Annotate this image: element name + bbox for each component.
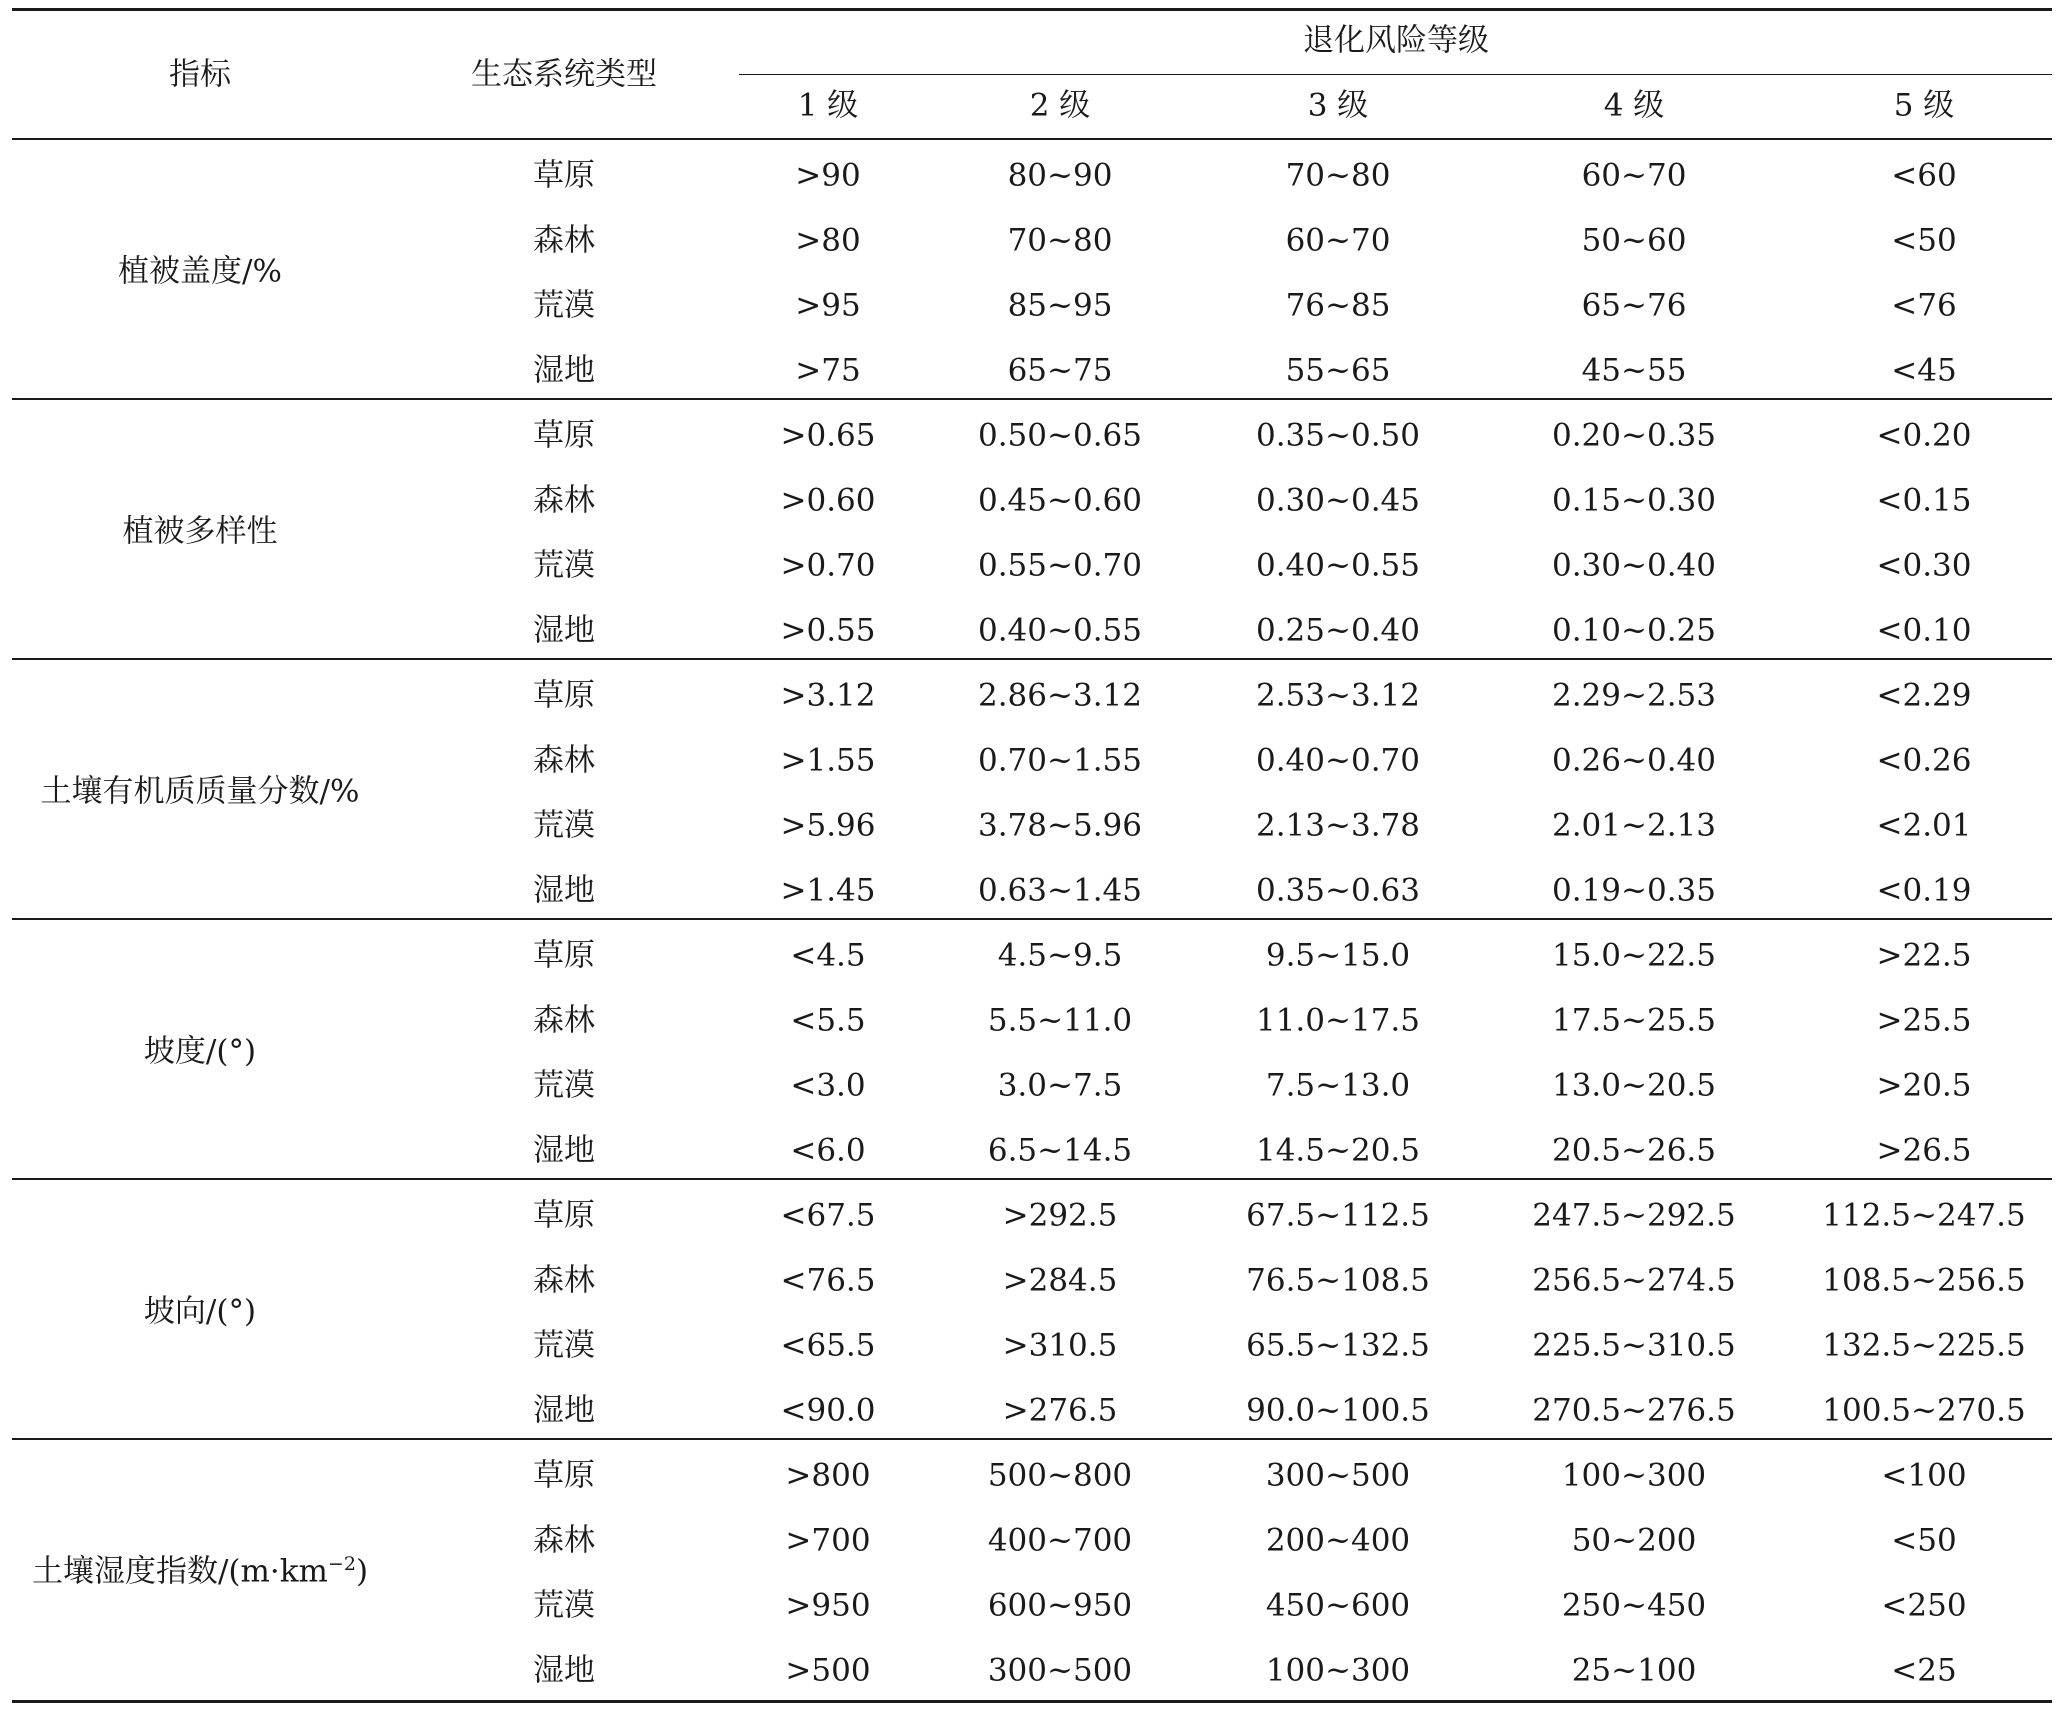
risk-value-cell: >75 xyxy=(795,352,861,388)
header-bottom-rule xyxy=(12,138,2052,140)
ecosystem-type-cell: 森林 xyxy=(533,1262,595,1298)
risk-level-group-header: 退化风险等级 xyxy=(1303,22,1489,59)
ecosystem-type-cell: 草原 xyxy=(533,677,595,713)
risk-value-cell: >292.5 xyxy=(1002,1197,1118,1233)
risk-value-cell: <90.0 xyxy=(780,1392,876,1428)
risk-value-cell: >1.45 xyxy=(780,872,876,908)
risk-value-cell: 100.5~270.5 xyxy=(1822,1392,2026,1428)
risk-value-cell: 0.19~0.35 xyxy=(1551,872,1717,908)
risk-value-cell: <76.5 xyxy=(780,1262,876,1298)
risk-value-cell: 70~80 xyxy=(1007,222,1113,258)
ecosystem-type-cell: 森林 xyxy=(533,222,595,258)
risk-value-cell: 15.0~22.5 xyxy=(1551,937,1717,973)
risk-value-cell: 450~600 xyxy=(1265,1587,1411,1623)
risk-value-cell: 9.5~15.0 xyxy=(1265,937,1411,973)
risk-value-cell: >80 xyxy=(795,222,861,258)
ecosystem-type-cell: 草原 xyxy=(533,157,595,193)
risk-value-cell: <45 xyxy=(1891,352,1957,388)
risk-value-cell: 50~60 xyxy=(1581,222,1687,258)
ecosystem-type-cell: 湿地 xyxy=(533,1392,595,1428)
risk-value-cell: 2.53~3.12 xyxy=(1255,677,1421,713)
risk-value-cell: 400~700 xyxy=(987,1522,1133,1558)
risk-value-cell: 3.0~7.5 xyxy=(997,1067,1123,1103)
group-divider-rule xyxy=(12,658,2052,660)
risk-value-cell: 2.86~3.12 xyxy=(977,677,1143,713)
risk-value-cell: >310.5 xyxy=(1002,1327,1118,1363)
risk-level-header-1: 1 级 xyxy=(797,87,859,124)
ecosystem-type-cell: 草原 xyxy=(533,1457,595,1493)
risk-value-cell: 108.5~256.5 xyxy=(1822,1262,2026,1298)
group-divider-rule xyxy=(12,918,2052,920)
risk-value-cell: <0.19 xyxy=(1876,872,1972,908)
risk-value-cell: 25~100 xyxy=(1571,1652,1697,1688)
risk-value-cell: <0.30 xyxy=(1876,547,1972,583)
risk-value-cell: 60~70 xyxy=(1285,222,1391,258)
risk-level-header-4: 4 级 xyxy=(1603,87,1665,124)
risk-value-cell: 11.0~17.5 xyxy=(1255,1002,1421,1038)
risk-value-cell: 132.5~225.5 xyxy=(1822,1327,2026,1363)
risk-value-cell: >0.65 xyxy=(780,417,876,453)
risk-value-cell: 100~300 xyxy=(1561,1457,1707,1493)
risk-value-cell: <4.5 xyxy=(790,937,866,973)
risk-value-cell: <250 xyxy=(1881,1587,1967,1623)
risk-value-cell: 50~200 xyxy=(1571,1522,1697,1558)
risk-value-cell: 0.35~0.50 xyxy=(1255,417,1421,453)
risk-value-cell: 80~90 xyxy=(1007,157,1113,193)
risk-value-cell: 45~55 xyxy=(1581,352,1687,388)
risk-value-cell: >0.55 xyxy=(780,612,876,648)
risk-value-cell: 14.5~20.5 xyxy=(1255,1132,1421,1168)
risk-value-cell: 0.63~1.45 xyxy=(977,872,1143,908)
risk-value-cell: <50 xyxy=(1891,222,1957,258)
risk-value-cell: <65.5 xyxy=(780,1327,876,1363)
risk-value-cell: >276.5 xyxy=(1002,1392,1118,1428)
risk-value-cell: 0.30~0.45 xyxy=(1255,482,1421,518)
ecosystem-type-cell: 湿地 xyxy=(533,612,595,648)
indicator-cell: 土壤有机质质量分数/% xyxy=(40,773,360,810)
risk-value-cell: 0.50~0.65 xyxy=(977,417,1143,453)
indicator-cell: 植被盖度/% xyxy=(118,253,282,290)
ecosystem-type-cell: 荒漠 xyxy=(533,807,595,843)
risk-value-cell: 200~400 xyxy=(1265,1522,1411,1558)
group-divider-rule xyxy=(12,1438,2052,1440)
risk-value-cell: >5.96 xyxy=(780,807,876,843)
ecosystem-type-cell: 湿地 xyxy=(533,352,595,388)
risk-value-cell: 20.5~26.5 xyxy=(1551,1132,1717,1168)
ecosystem-type-header: 生态系统类型 xyxy=(471,56,657,93)
risk-value-cell: 65~75 xyxy=(1007,352,1113,388)
risk-value-cell: 0.55~0.70 xyxy=(977,547,1143,583)
risk-value-cell: <76 xyxy=(1891,287,1957,323)
risk-value-cell: 2.13~3.78 xyxy=(1255,807,1421,843)
risk-value-cell: >3.12 xyxy=(780,677,876,713)
ecosystem-type-cell: 荒漠 xyxy=(533,287,595,323)
risk-value-cell: 0.40~0.55 xyxy=(1255,547,1421,583)
risk-value-cell: >0.60 xyxy=(780,482,876,518)
risk-value-cell: >500 xyxy=(785,1652,871,1688)
risk-value-cell: 100~300 xyxy=(1265,1652,1411,1688)
risk-value-cell: >1.55 xyxy=(780,742,876,778)
risk-value-cell: 85~95 xyxy=(1007,287,1113,323)
indicator-cell: 坡度/(°) xyxy=(143,1033,257,1070)
ecosystem-type-cell: 荒漠 xyxy=(533,1587,595,1623)
indicator-cell: 坡向/(°) xyxy=(143,1293,257,1330)
risk-value-cell: >0.70 xyxy=(780,547,876,583)
risk-value-cell: 60~70 xyxy=(1581,157,1687,193)
risk-value-cell: 4.5~9.5 xyxy=(997,937,1123,973)
risk-value-cell: >800 xyxy=(785,1457,871,1493)
risk-value-cell: 17.5~25.5 xyxy=(1551,1002,1717,1038)
risk-value-cell: >284.5 xyxy=(1002,1262,1118,1298)
risk-value-cell: 0.40~0.70 xyxy=(1255,742,1421,778)
risk-value-cell: 225.5~310.5 xyxy=(1532,1327,1736,1363)
risk-value-cell: 65.5~132.5 xyxy=(1246,1327,1430,1363)
risk-value-cell: <2.01 xyxy=(1876,807,1972,843)
risk-value-cell: 2.29~2.53 xyxy=(1551,677,1717,713)
risk-value-cell: 0.15~0.30 xyxy=(1551,482,1717,518)
top-rule xyxy=(12,8,2052,11)
risk-value-cell: 247.5~292.5 xyxy=(1532,1197,1736,1233)
ecosystem-type-cell: 草原 xyxy=(533,417,595,453)
risk-value-cell: 500~800 xyxy=(987,1457,1133,1493)
ecosystem-type-cell: 湿地 xyxy=(533,1132,595,1168)
ecosystem-type-cell: 荒漠 xyxy=(533,1067,595,1103)
risk-value-cell: 250~450 xyxy=(1561,1587,1707,1623)
risk-value-cell: 76~85 xyxy=(1285,287,1391,323)
risk-value-cell: <6.0 xyxy=(790,1132,866,1168)
risk-value-cell: <67.5 xyxy=(780,1197,876,1233)
risk-value-cell: 0.10~0.25 xyxy=(1551,612,1717,648)
risk-value-cell: 0.30~0.40 xyxy=(1551,547,1717,583)
ecosystem-type-cell: 森林 xyxy=(533,1522,595,1558)
ecosystem-type-cell: 森林 xyxy=(533,742,595,778)
risk-value-cell: >950 xyxy=(785,1587,871,1623)
risk-value-cell: 67.5~112.5 xyxy=(1246,1197,1430,1233)
risk-value-cell: 7.5~13.0 xyxy=(1265,1067,1411,1103)
risk-value-cell: 300~500 xyxy=(1265,1457,1411,1493)
risk-value-cell: 76.5~108.5 xyxy=(1246,1262,1430,1298)
group-divider-rule xyxy=(12,1178,2052,1180)
risk-value-cell: 0.70~1.55 xyxy=(977,742,1143,778)
risk-value-cell: >25.5 xyxy=(1876,1002,1972,1038)
risk-value-cell: 0.35~0.63 xyxy=(1255,872,1421,908)
risk-value-cell: 0.25~0.40 xyxy=(1255,612,1421,648)
risk-value-cell: 65~76 xyxy=(1581,287,1687,323)
unit-exponent: −2 xyxy=(327,1553,356,1576)
risk-value-cell: 70~80 xyxy=(1285,157,1391,193)
risk-value-cell: >700 xyxy=(785,1522,871,1558)
risk-value-cell: >26.5 xyxy=(1876,1132,1972,1168)
risk-value-cell: >90 xyxy=(795,157,861,193)
indicator-cell: 土壤湿度指数$/(m\cdot km^{-2})$ xyxy=(31,1553,369,1590)
risk-value-cell: 270.5~276.5 xyxy=(1532,1392,1736,1428)
risk-value-cell: <0.10 xyxy=(1876,612,1972,648)
indicator-header: 指标 xyxy=(169,56,231,93)
risk-value-cell: <100 xyxy=(1881,1457,1967,1493)
risk-value-cell: <0.15 xyxy=(1876,482,1972,518)
risk-value-cell: <5.5 xyxy=(790,1002,866,1038)
risk-value-cell: >22.5 xyxy=(1876,937,1972,973)
risk-value-cell: <0.26 xyxy=(1876,742,1972,778)
risk-value-cell: <25 xyxy=(1891,1652,1957,1688)
ecosystem-type-cell: 湿地 xyxy=(533,1652,595,1688)
risk-value-cell: >20.5 xyxy=(1876,1067,1972,1103)
bottom-rule xyxy=(12,1700,2052,1703)
risk-value-cell: 3.78~5.96 xyxy=(977,807,1143,843)
risk-value-cell: 2.01~2.13 xyxy=(1551,807,1717,843)
group-divider-rule xyxy=(12,398,2052,400)
ecosystem-type-cell: 荒漠 xyxy=(533,1327,595,1363)
risk-value-cell: >95 xyxy=(795,287,861,323)
ecosystem-type-cell: 湿地 xyxy=(533,872,595,908)
risk-value-cell: 5.5~11.0 xyxy=(987,1002,1133,1038)
ecosystem-type-cell: 荒漠 xyxy=(533,547,595,583)
risk-value-cell: 112.5~247.5 xyxy=(1822,1197,2026,1233)
risk-level-header-rule xyxy=(739,74,2052,75)
indicator-cell: 植被多样性 xyxy=(122,513,278,550)
risk-level-header-5: 5 级 xyxy=(1893,87,1955,124)
risk-value-cell: 6.5~14.5 xyxy=(987,1132,1133,1168)
risk-value-cell: <50 xyxy=(1891,1522,1957,1558)
risk-value-cell: <2.29 xyxy=(1876,677,1972,713)
risk-value-cell: 90.0~100.5 xyxy=(1246,1392,1430,1428)
risk-value-cell: 55~65 xyxy=(1285,352,1391,388)
risk-value-cell: 600~950 xyxy=(987,1587,1133,1623)
risk-level-header-3: 3 级 xyxy=(1307,87,1369,124)
ecosystem-type-cell: 森林 xyxy=(533,1002,595,1038)
risk-value-cell: <3.0 xyxy=(790,1067,866,1103)
ecosystem-type-cell: 森林 xyxy=(533,482,595,518)
risk-level-header-2: 2 级 xyxy=(1029,87,1091,124)
risk-value-cell: 0.26~0.40 xyxy=(1551,742,1717,778)
risk-value-cell: 0.40~0.55 xyxy=(977,612,1143,648)
risk-value-cell: 300~500 xyxy=(987,1652,1133,1688)
risk-value-cell: <0.20 xyxy=(1876,417,1972,453)
risk-value-cell: 256.5~274.5 xyxy=(1532,1262,1736,1298)
ecosystem-type-cell: 草原 xyxy=(533,1197,595,1233)
risk-value-cell: <60 xyxy=(1891,157,1957,193)
risk-value-cell: 13.0~20.5 xyxy=(1551,1067,1717,1103)
risk-value-cell: 0.20~0.35 xyxy=(1551,417,1717,453)
ecosystem-type-cell: 草原 xyxy=(533,937,595,973)
risk-value-cell: 0.45~0.60 xyxy=(977,482,1143,518)
